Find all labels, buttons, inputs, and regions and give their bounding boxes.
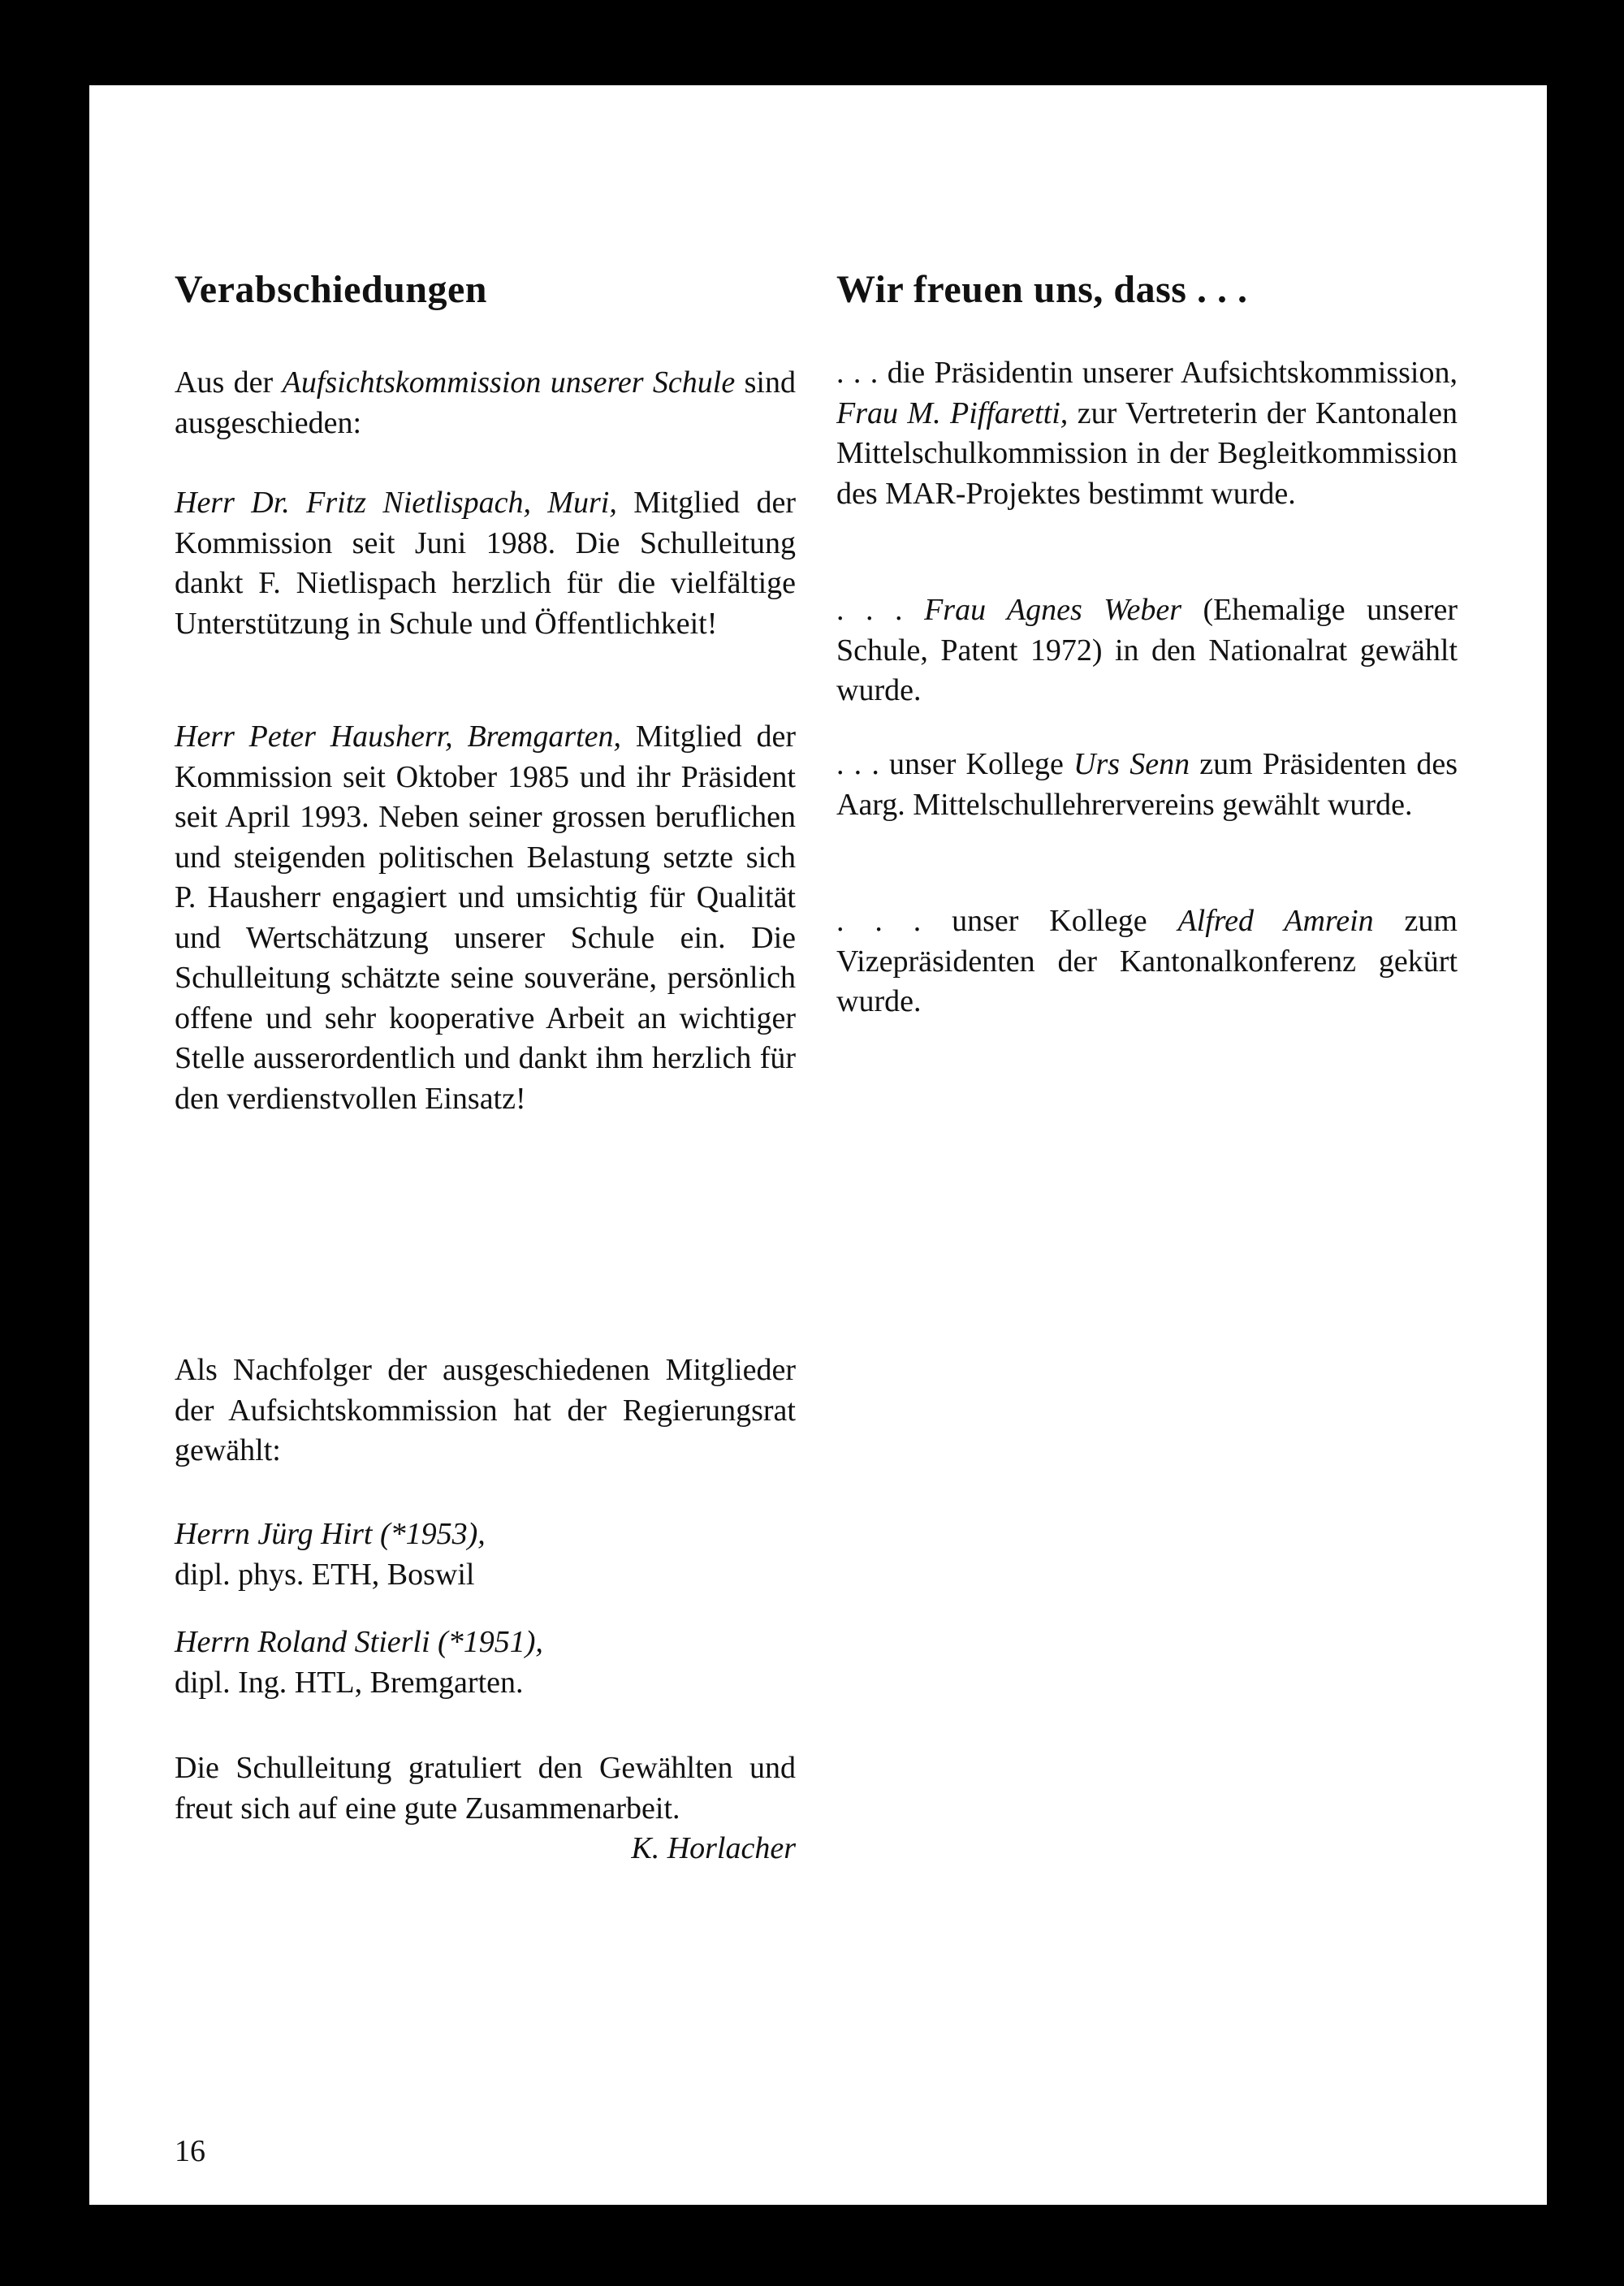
page-number: 16 [175, 2134, 205, 2168]
heading-verabschiedungen: Verabschiedungen [175, 268, 487, 311]
right-column [836, 266, 1458, 314]
closing-block [175, 1748, 796, 1869]
news-item-piffaretti [836, 353, 1458, 514]
news-item-text: . . . Frau Agnes Weber (Ehemalige unserer Schule, Patent 1972) in den Nationalrat gewählt wurde. [836, 593, 1458, 707]
news-item-text: . . . die Präsidentin unserer Aufsichtskommission, Frau M. Piffaretti, zur Vertreterin der Kantonalen Mittelschulkommission in der Begleitkommission des MAR-Projektes bestimmt wurde. [836, 356, 1458, 511]
heading-wir-freuen-uns: Wir freuen uns, dass . . . [836, 268, 1248, 311]
news-item-senn [836, 745, 1458, 825]
news-item-weber [836, 590, 1458, 711]
successor-name: Herrn Jürg Hirt (*1953), [175, 1517, 486, 1551]
farewell-nietlispach-block [175, 483, 796, 644]
successors-intro: Als Nachfolger der ausgeschiedenen Mitglieder der Aufsichtskommission hat der Regierungsrat gewählt: [175, 1353, 796, 1467]
signature: K. Horlacher [631, 1831, 796, 1865]
closing-paragraph: Die Schulleitung gratuliert den Gewählten und freut sich auf eine gute Zusammenarbeit. [175, 1751, 796, 1826]
news-item-text: . . . unser Kollege Alfred Amrein zum Vizepräsidenten der Kantonalkonferenz gekürt wurde. [836, 904, 1458, 1018]
farewell-hausherr-block [175, 717, 796, 1119]
news-item-text: . . . unser Kollege Urs Senn zum Präsidenten des Aarg. Mittelschullehrervereins gewählt wurde. [836, 747, 1458, 822]
successor-name: Herrn Roland Stierli (*1951), [175, 1625, 543, 1659]
intro-paragraph-block [175, 363, 796, 443]
news-item-amrein [836, 901, 1458, 1022]
successor-detail: dipl. Ing. HTL, Bremgarten. [175, 1665, 524, 1700]
successors-intro-block [175, 1350, 796, 1471]
document-page [89, 85, 1547, 2205]
farewell-hausherr: Herr Peter Hausherr, Bremgarten, Mitglied der Kommission seit Oktober 1985 und ihr Präsident seit April 1993. Neben seiner grossen beruflichen und steigenden politischen Belastung setzte sich P. Hausherr engagiert und umsichtig für Qualität und Wertschätzung unserer Schule ein. Die Schulleitung schätzte seine souveräne, persönlich offene und sehr kooperative Arbeit an wichtiger Stelle ausserordentlich und dankt ihm herzlich für den verdienstvollen Einsatz! [175, 720, 797, 1116]
intro-paragraph: Aus der Aufsichtskommission unserer Schule sind ausgeschieden: [175, 365, 796, 440]
person-name: Herr Peter Hausherr, Bremgarten, [175, 720, 622, 754]
farewell-nietlispach: Herr Dr. Fritz Nietlispach, Muri, Mitglied der Kommission seit Juni 1988. Die Schulleitung dankt F. Nietlispach herzlich für die vielfältige Unterstützung in Schule und Öffentlichkeit! [175, 486, 797, 641]
successor-hirt [175, 1515, 796, 1595]
successor-detail: dipl. phys. ETH, Boswil [175, 1557, 475, 1592]
successor-stierli [175, 1623, 796, 1703]
left-column [175, 266, 796, 314]
person-name: Herr Dr. Fritz Nietlispach, Muri, [175, 486, 617, 520]
